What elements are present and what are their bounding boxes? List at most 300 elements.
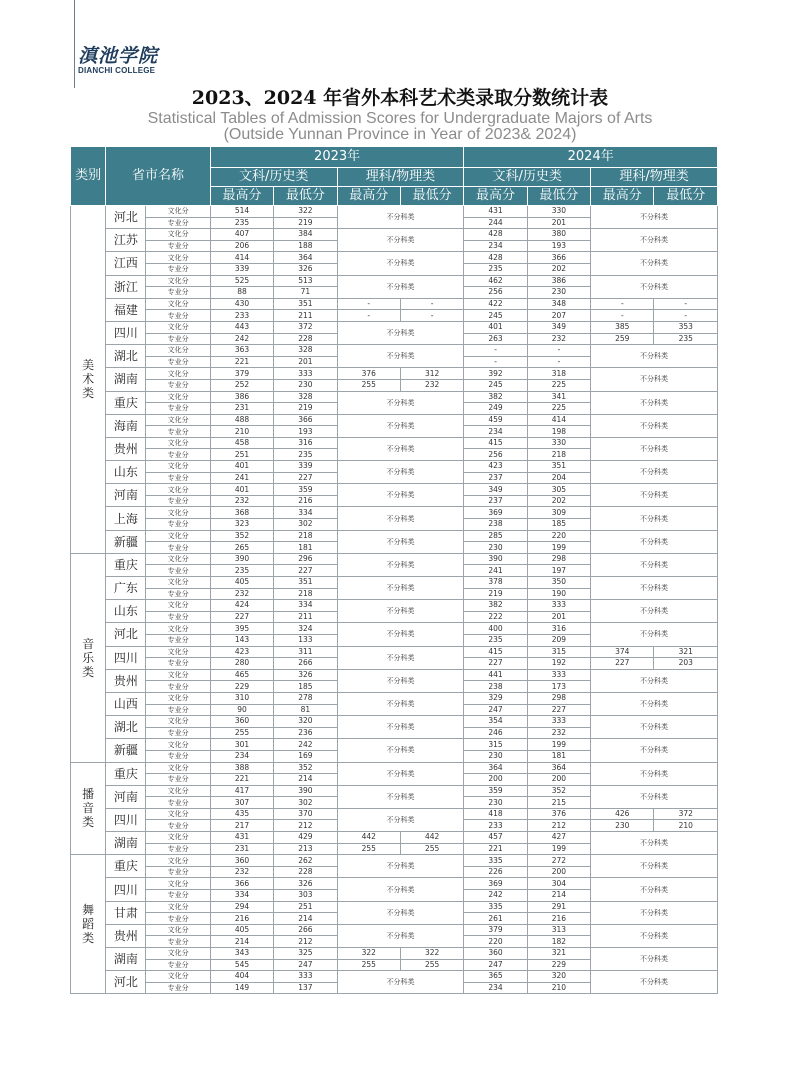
score-23-liberal-max: 339 (210, 263, 273, 275)
score-23-liberal-min: 230 (274, 379, 337, 391)
province-name: 江西 (106, 252, 146, 275)
score-24-liberal-min: 349 (527, 321, 590, 333)
table-row (71, 368, 718, 380)
score-23-liberal-min: 214 (274, 913, 337, 925)
score-23-liberal-min: 216 (274, 495, 337, 507)
score-23-liberal-min: 236 (274, 727, 337, 739)
score-24-liberal-min: 185 (527, 519, 590, 531)
score-24-liberal-max: 256 (464, 287, 527, 299)
score-23-liberal-max: 229 (210, 681, 273, 693)
score-24-liberal-max: 378 (464, 577, 527, 589)
score-23-liberal-min: 181 (274, 542, 337, 554)
score-23-liberal-min: 320 (274, 716, 337, 728)
major-score-label: 专业分 (146, 449, 210, 461)
no-split-cell: 不分科类 (337, 553, 464, 576)
admission-scores-table (70, 146, 718, 994)
score-24-liberal-min: 291 (527, 901, 590, 913)
score-24-liberal-min: 173 (527, 681, 590, 693)
score-23-liberal-max: 301 (210, 739, 273, 751)
score-23-liberal-min: 333 (274, 971, 337, 983)
score-23-liberal-min: 302 (274, 797, 337, 809)
major-score-label: 专业分 (146, 333, 210, 345)
score-24-liberal-max: 244 (464, 217, 527, 229)
score-24-liberal-max: 415 (464, 646, 527, 658)
score-23-science-min: 255 (400, 843, 463, 855)
score-24-liberal-min: 220 (527, 530, 590, 542)
score-24-liberal-max: 359 (464, 785, 527, 797)
score-24-liberal-max: 256 (464, 449, 527, 461)
score-24-liberal-min: - (527, 356, 590, 368)
score-23-liberal-max: 405 (210, 577, 273, 589)
score-23-science-max: 255 (337, 843, 400, 855)
province-name: 河北 (106, 971, 146, 994)
score-23-liberal-max: 525 (210, 275, 273, 287)
score-23-liberal-max: 143 (210, 634, 273, 646)
table-row (71, 924, 718, 936)
major-score-label: 专业分 (146, 936, 210, 948)
score-23-liberal-max: 545 (210, 959, 273, 971)
score-24-liberal-min: 376 (527, 808, 590, 820)
score-24-liberal-min: 333 (527, 600, 590, 612)
table-row (71, 553, 718, 565)
score-23-liberal-min: 359 (274, 484, 337, 496)
no-split-cell: 不分科类 (591, 414, 718, 437)
no-split-cell: 不分科类 (337, 321, 464, 344)
score-24-liberal-min: 341 (527, 391, 590, 403)
score-24-science-max: - (591, 298, 654, 310)
table-row (71, 275, 718, 287)
score-24-liberal-max: 237 (464, 472, 527, 484)
province-name: 四川 (106, 878, 146, 901)
major-score-label: 专业分 (146, 820, 210, 832)
score-23-liberal-max: 352 (210, 530, 273, 542)
no-split-cell: 不分科类 (591, 275, 718, 298)
score-24-science-max: 259 (591, 333, 654, 345)
culture-score-label: 文化分 (146, 924, 210, 936)
score-24-liberal-min: 351 (527, 461, 590, 473)
score-24-liberal-max: 245 (464, 379, 527, 391)
score-24-liberal-min: 218 (527, 449, 590, 461)
no-split-cell: 不分科类 (591, 669, 718, 692)
score-24-liberal-min: 330 (527, 206, 590, 218)
score-24-liberal-min: 199 (527, 843, 590, 855)
province-name: 湖南 (106, 948, 146, 971)
major-score-label: 专业分 (146, 542, 210, 554)
score-23-liberal-min: 333 (274, 368, 337, 380)
no-split-cell: 不分科类 (337, 901, 464, 924)
score-23-liberal-min: 303 (274, 890, 337, 902)
score-24-liberal-min: 181 (527, 750, 590, 762)
score-24-liberal-min: 227 (527, 704, 590, 716)
category-cell (71, 553, 106, 762)
culture-score-label: 文化分 (146, 484, 210, 496)
score-24-liberal-min: 298 (527, 553, 590, 565)
score-24-liberal-max: 315 (464, 739, 527, 751)
major-score-label: 专业分 (146, 658, 210, 670)
culture-score-label: 文化分 (146, 345, 210, 357)
major-score-label: 专业分 (146, 797, 210, 809)
score-24-liberal-max: 241 (464, 565, 527, 577)
province-name: 重庆 (106, 553, 146, 576)
score-24-liberal-max: 335 (464, 901, 527, 913)
table-row (71, 646, 718, 658)
score-23-liberal-max: 435 (210, 808, 273, 820)
province-name: 贵州 (106, 437, 146, 460)
score-24-liberal-max: 233 (464, 820, 527, 832)
culture-score-label: 文化分 (146, 785, 210, 797)
score-24-liberal-min: 230 (527, 287, 590, 299)
major-score-label: 专业分 (146, 866, 210, 878)
score-24-liberal-max: 459 (464, 414, 527, 426)
major-score-label: 专业分 (146, 472, 210, 484)
score-23-liberal-min: 372 (274, 321, 337, 333)
score-24-liberal-max: 382 (464, 600, 527, 612)
table-body (71, 206, 718, 994)
score-24-liberal-max: 230 (464, 797, 527, 809)
no-split-cell: 不分科类 (591, 692, 718, 715)
culture-score-label: 文化分 (146, 832, 210, 844)
table-row (71, 762, 718, 774)
score-23-liberal-max: 149 (210, 982, 273, 994)
no-split-cell: 不分科类 (591, 785, 718, 808)
score-23-liberal-max: 221 (210, 774, 273, 786)
score-24-liberal-max: 247 (464, 959, 527, 971)
header-min: 最低分 (400, 187, 463, 206)
score-24-liberal-max: 227 (464, 658, 527, 670)
province-name: 河南 (106, 484, 146, 507)
no-split-cell: 不分科类 (591, 832, 718, 855)
score-24-liberal-min: 386 (527, 275, 590, 287)
score-23-liberal-max: 235 (210, 217, 273, 229)
score-23-liberal-min: 212 (274, 820, 337, 832)
score-23-liberal-min: 214 (274, 774, 337, 786)
score-23-liberal-min: 311 (274, 646, 337, 658)
score-24-liberal-min: 198 (527, 426, 590, 438)
table-row (71, 321, 718, 333)
score-24-liberal-min: 229 (527, 959, 590, 971)
score-24-liberal-max: - (464, 345, 527, 357)
score-24-liberal-max: 428 (464, 229, 527, 241)
province-name: 湖南 (106, 368, 146, 391)
score-24-science-min: 210 (654, 820, 718, 832)
score-24-liberal-min: 318 (527, 368, 590, 380)
no-split-cell: 不分科类 (337, 716, 464, 739)
score-23-liberal-min: 219 (274, 403, 337, 415)
score-23-liberal-min: 352 (274, 762, 337, 774)
category-label: 舞蹈类 (82, 903, 95, 946)
score-24-liberal-min: 414 (527, 414, 590, 426)
score-24-liberal-min: 200 (527, 774, 590, 786)
no-split-cell: 不分科类 (591, 855, 718, 878)
score-24-liberal-max: 422 (464, 298, 527, 310)
score-23-liberal-max: 343 (210, 948, 273, 960)
score-24-liberal-max: 369 (464, 507, 527, 519)
culture-score-label: 文化分 (146, 530, 210, 542)
no-split-cell: 不分科类 (591, 878, 718, 901)
province-name: 福建 (106, 298, 146, 321)
score-24-liberal-max: 364 (464, 762, 527, 774)
culture-score-label: 文化分 (146, 275, 210, 287)
no-split-cell: 不分科类 (337, 206, 464, 229)
province-name: 湖南 (106, 832, 146, 855)
province-name: 河南 (106, 785, 146, 808)
culture-score-label: 文化分 (146, 577, 210, 589)
score-23-liberal-max: 390 (210, 553, 273, 565)
score-24-liberal-min: 333 (527, 669, 590, 681)
category-cell (71, 762, 106, 855)
score-24-liberal-min: 199 (527, 739, 590, 751)
score-24-liberal-min: 352 (527, 785, 590, 797)
table-row (71, 600, 718, 612)
score-24-liberal-min: 333 (527, 716, 590, 728)
major-score-label: 专业分 (146, 913, 210, 925)
no-split-cell: 不分科类 (337, 577, 464, 600)
province-name: 湖北 (106, 716, 146, 739)
header-max: 最高分 (210, 187, 273, 206)
province-name: 海南 (106, 414, 146, 437)
culture-score-label: 文化分 (146, 669, 210, 681)
score-23-liberal-max: 430 (210, 298, 273, 310)
score-23-liberal-max: 265 (210, 542, 273, 554)
score-23-liberal-max: 255 (210, 727, 273, 739)
score-24-liberal-max: 221 (464, 843, 527, 855)
score-23-liberal-max: 334 (210, 890, 273, 902)
score-23-liberal-max: 443 (210, 321, 273, 333)
major-score-label: 专业分 (146, 750, 210, 762)
score-24-science-min: 203 (654, 658, 718, 670)
table-row (71, 901, 718, 913)
score-23-liberal-max: 388 (210, 762, 273, 774)
province-name: 新疆 (106, 739, 146, 762)
table-row (71, 855, 718, 867)
score-23-liberal-max: 235 (210, 565, 273, 577)
culture-score-label: 文化分 (146, 855, 210, 867)
score-23-science-min: 322 (400, 948, 463, 960)
major-score-label: 专业分 (146, 426, 210, 438)
score-23-liberal-max: 280 (210, 658, 273, 670)
score-23-liberal-min: 390 (274, 785, 337, 797)
score-23-liberal-min: 228 (274, 333, 337, 345)
score-23-science-min: - (400, 310, 463, 322)
province-name: 新疆 (106, 530, 146, 553)
score-23-liberal-min: 185 (274, 681, 337, 693)
score-23-liberal-min: 326 (274, 878, 337, 890)
score-24-liberal-min: 366 (527, 252, 590, 264)
major-score-label: 专业分 (146, 843, 210, 855)
score-23-liberal-max: 395 (210, 623, 273, 635)
score-23-liberal-min: 137 (274, 982, 337, 994)
score-24-science-min: 321 (654, 646, 718, 658)
score-23-liberal-min: 334 (274, 600, 337, 612)
no-split-cell: 不分科类 (337, 924, 464, 947)
score-24-liberal-max: 369 (464, 878, 527, 890)
score-24-science-max: - (591, 310, 654, 322)
score-24-science-max: 385 (591, 321, 654, 333)
score-24-liberal-min: - (527, 345, 590, 357)
no-split-cell: 不分科类 (337, 229, 464, 252)
culture-score-label: 文化分 (146, 808, 210, 820)
header-category: 类别 (71, 147, 106, 206)
province-name: 重庆 (106, 855, 146, 878)
score-24-liberal-min: 380 (527, 229, 590, 241)
score-24-liberal-min: 320 (527, 971, 590, 983)
score-23-science-max: 376 (337, 368, 400, 380)
no-split-cell: 不分科类 (591, 206, 718, 229)
score-23-science-min: 312 (400, 368, 463, 380)
score-23-liberal-max: 366 (210, 878, 273, 890)
score-24-science-min: 353 (654, 321, 718, 333)
score-23-science-min: 232 (400, 379, 463, 391)
no-split-cell: 不分科类 (591, 345, 718, 368)
table-row (71, 252, 718, 264)
score-24-liberal-min: 232 (527, 727, 590, 739)
province-name: 山东 (106, 461, 146, 484)
no-split-cell: 不分科类 (591, 739, 718, 762)
score-24-liberal-max: 335 (464, 855, 527, 867)
score-23-liberal-max: 232 (210, 495, 273, 507)
score-23-liberal-max: 401 (210, 484, 273, 496)
no-split-cell: 不分科类 (337, 484, 464, 507)
score-24-liberal-max: 354 (464, 716, 527, 728)
culture-score-label: 文化分 (146, 623, 210, 635)
score-23-liberal-max: 401 (210, 461, 273, 473)
major-score-label: 专业分 (146, 495, 210, 507)
score-24-liberal-min: 321 (527, 948, 590, 960)
score-23-liberal-min: 201 (274, 356, 337, 368)
score-23-liberal-min: 227 (274, 565, 337, 577)
score-24-liberal-max: 249 (464, 403, 527, 415)
score-24-liberal-min: 207 (527, 310, 590, 322)
score-24-liberal-max: 220 (464, 936, 527, 948)
header-max: 最高分 (464, 187, 527, 206)
table-row (71, 484, 718, 496)
score-24-liberal-min: 316 (527, 623, 590, 635)
score-23-liberal-min: 193 (274, 426, 337, 438)
score-24-liberal-max: 390 (464, 553, 527, 565)
score-23-science-min: 255 (400, 959, 463, 971)
culture-score-label: 文化分 (146, 414, 210, 426)
score-23-liberal-max: 488 (210, 414, 273, 426)
no-split-cell: 不分科类 (337, 530, 464, 553)
score-24-liberal-max: 400 (464, 623, 527, 635)
score-23-liberal-min: 328 (274, 391, 337, 403)
score-23-liberal-min: 334 (274, 507, 337, 519)
score-24-liberal-min: 202 (527, 495, 590, 507)
score-23-liberal-max: 234 (210, 750, 273, 762)
score-24-liberal-max: 415 (464, 437, 527, 449)
no-split-cell: 不分科类 (591, 368, 718, 391)
score-24-liberal-min: 225 (527, 379, 590, 391)
culture-score-label: 文化分 (146, 646, 210, 658)
no-split-cell: 不分科类 (591, 948, 718, 971)
score-24-liberal-max: 360 (464, 948, 527, 960)
header-province: 省市名称 (106, 147, 211, 206)
score-24-liberal-max: 379 (464, 924, 527, 936)
score-24-liberal-max: 246 (464, 727, 527, 739)
score-23-science-max: 322 (337, 948, 400, 960)
major-score-label: 专业分 (146, 379, 210, 391)
culture-score-label: 文化分 (146, 600, 210, 612)
no-split-cell: 不分科类 (337, 623, 464, 646)
score-24-liberal-min: 210 (527, 982, 590, 994)
no-split-cell: 不分科类 (337, 669, 464, 692)
score-23-liberal-min: 228 (274, 866, 337, 878)
score-23-liberal-max: 405 (210, 924, 273, 936)
table-row (71, 391, 718, 403)
major-score-label: 专业分 (146, 403, 210, 415)
score-24-liberal-min: 232 (527, 333, 590, 345)
no-split-cell: 不分科类 (337, 971, 464, 994)
score-24-liberal-max: 222 (464, 611, 527, 623)
score-23-liberal-min: 316 (274, 437, 337, 449)
no-split-cell: 不分科类 (337, 785, 464, 808)
no-split-cell: 不分科类 (591, 391, 718, 414)
table-row (71, 832, 718, 844)
province-name: 贵州 (106, 669, 146, 692)
no-split-cell: 不分科类 (337, 692, 464, 715)
score-24-liberal-max: 457 (464, 832, 527, 844)
score-24-liberal-min: 204 (527, 472, 590, 484)
score-24-science-max: 374 (591, 646, 654, 658)
score-23-science-max: 442 (337, 832, 400, 844)
score-23-liberal-min: 384 (274, 229, 337, 241)
major-score-label: 专业分 (146, 240, 210, 252)
score-23-liberal-min: 218 (274, 530, 337, 542)
province-name: 重庆 (106, 391, 146, 414)
score-23-liberal-max: 386 (210, 391, 273, 403)
score-23-liberal-max: 216 (210, 913, 273, 925)
score-24-liberal-max: 235 (464, 634, 527, 646)
culture-score-label: 文化分 (146, 206, 210, 218)
culture-score-label: 文化分 (146, 368, 210, 380)
table-row (71, 310, 718, 322)
table-row (71, 229, 718, 241)
score-23-liberal-max: 404 (210, 971, 273, 983)
province-name: 浙江 (106, 275, 146, 298)
province-name: 广东 (106, 577, 146, 600)
culture-score-label: 文化分 (146, 901, 210, 913)
header-year-2024: 2024年 (464, 147, 718, 168)
score-24-liberal-max: 219 (464, 588, 527, 600)
score-23-liberal-max: 514 (210, 206, 273, 218)
no-split-cell: 不分科类 (591, 461, 718, 484)
header-2023-science: 理科/物理类 (337, 168, 464, 187)
score-23-liberal-min: 266 (274, 658, 337, 670)
page-subtitle-line1: Statistical Tables of Admission Scores for Undergraduate Majors of Arts (147, 110, 653, 127)
score-24-liberal-max: 237 (464, 495, 527, 507)
score-24-liberal-max: 230 (464, 542, 527, 554)
score-24-liberal-min: 193 (527, 240, 590, 252)
table-row (71, 623, 718, 635)
score-23-liberal-min: 212 (274, 936, 337, 948)
score-24-liberal-min: 330 (527, 437, 590, 449)
score-24-liberal-min: 197 (527, 565, 590, 577)
score-23-liberal-min: 219 (274, 217, 337, 229)
score-24-science-max: 227 (591, 658, 654, 670)
score-23-liberal-min: 351 (274, 577, 337, 589)
province-name: 河北 (106, 623, 146, 646)
score-23-liberal-max: 252 (210, 379, 273, 391)
culture-score-label: 文化分 (146, 692, 210, 704)
score-24-liberal-max: 242 (464, 890, 527, 902)
page-subtitle-line2: (Outside Yunnan Province in Year of 2023& 2024) (223, 126, 577, 143)
province-name: 贵州 (106, 924, 146, 947)
score-24-liberal-max: 365 (464, 971, 527, 983)
category-label: 音乐类 (82, 636, 95, 679)
score-23-liberal-max: 231 (210, 843, 273, 855)
score-23-science-min: - (400, 298, 463, 310)
no-split-cell: 不分科类 (337, 275, 464, 298)
